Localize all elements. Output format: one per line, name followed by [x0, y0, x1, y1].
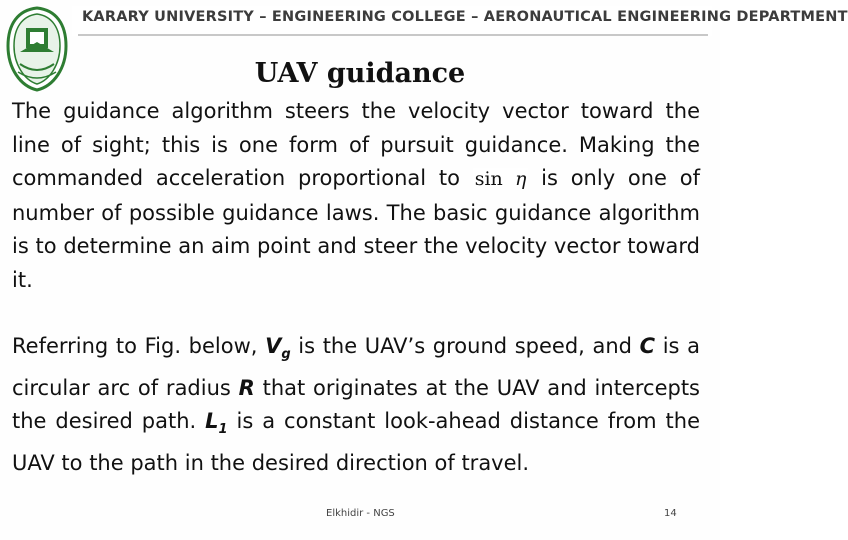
symbol-l1-main: L	[205, 409, 219, 434]
p2-text-1: Referring to Fig. below,	[12, 334, 266, 358]
math-sin-eta	[473, 168, 529, 190]
math-var: η	[514, 168, 527, 190]
p2-text-5: is a constant look-ahead distance from the UAV to the path in the desired direction of travel.	[12, 409, 700, 475]
p2-text-3: is a circular arc of radius	[12, 334, 700, 400]
symbol-l1-sub: 1	[218, 422, 228, 438]
paragraph-guidance-algorithm	[12, 95, 700, 297]
symbol-c: C	[639, 334, 656, 358]
symbol-vg-sub: g	[281, 347, 291, 363]
footer-author: Elkhidir - NGS	[326, 508, 395, 519]
math-fn: sin	[474, 168, 503, 190]
p1-text-a: The guidance algorithm steers the velocity vector toward the line of sight; this is one form of pursuit guidance. Making the commanded acceleration proportional to	[12, 99, 700, 190]
paragraph-figure-reference	[12, 330, 700, 480]
slide-title: UAV guidance	[254, 58, 466, 89]
header-banner: KARARY UNIVERSITY – ENGINEERING COLLEGE – AERONAUTICAL ENGINEERING DEPARTMENT	[82, 9, 848, 25]
p1-text-b: is only one of number of possible guidance laws. The basic guidance algorithm is to determine an aim point and steer the velocity vector toward it.	[12, 166, 700, 292]
header-divider	[78, 34, 708, 36]
symbol-vg	[265, 334, 291, 363]
p2-text-4: that originates at the UAV and intercepts the desired path.	[12, 375, 700, 434]
symbol-r: R	[238, 375, 255, 400]
page-number: 14	[664, 508, 677, 519]
symbol-l1	[205, 409, 228, 438]
p2-text-2: is the UAV’s ground speed, and	[290, 334, 640, 358]
symbol-vg-main: V	[265, 334, 282, 358]
